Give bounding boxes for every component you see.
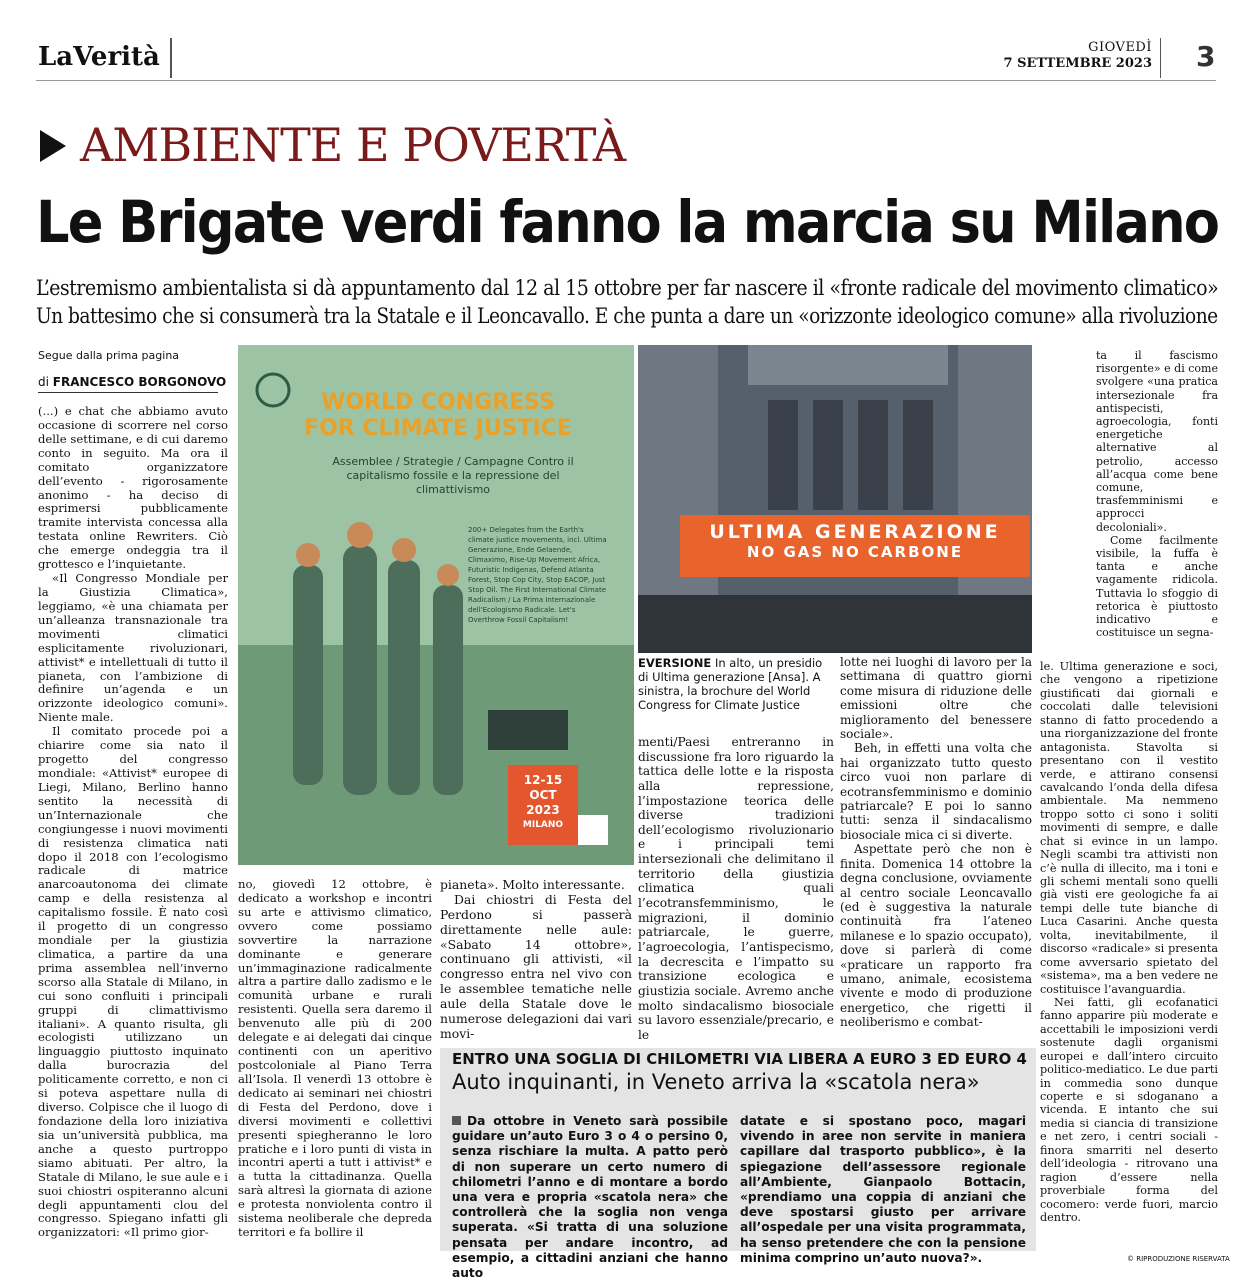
banner-line-2: NO GAS NO CARBONE xyxy=(746,543,964,561)
article-column-5-bottom xyxy=(1040,660,1218,1224)
brochure-title-line-2: FOR CLIMATE JUSTICE xyxy=(304,416,572,441)
box-kicker: ENTRO UNA SOGLIA DI CHILOMETRI VIA LIBERA A EURO 3 ED EURO 4 xyxy=(452,1050,1027,1068)
paragraph: menti/Paesi entreranno in discussione fra loro riguardo la tattica delle lotte e la risposta alla repressione, l’impostazione teorica delle diverse tradizioni dell’ecologismo rivoluzionario e i principali temi intersezionali che delimitano il territorio della giustizia climatica quali l’ecotransfemminismo, le migrazioni, il dominio patriarcale, le guerre, l’agroecologia, l’antispecismo, la decrescita e l’impatto su transizione ecologica e giustizia sociale. Avremo anche molto sindacalismo biosociale su lavoro essenziale/precario, e le xyxy=(638,735,834,1042)
box-column-1 xyxy=(452,1114,728,1281)
paragraph: Il comitato procede poi a chiarire come sia nato il progetto del congresso mondiale: «Attivist* europee di Liegi, Milano, Berlino hanno sentito la necessità di un’Internazionale che congiungesse i nuovi movimenti di resistenza climatica nati dopo il 2018 con l’ecologismo radicale di matrice anarcoautonoma dei climate camp e della resistenza al capitalismo fossile. È nato così il progetto di un congresso mondiale per la giustizia climatica, a partire da una prima assemblea nell’inverno scorso alla Statale di Milano, in cui sono confluiti i principali gruppi di climattivismo italiani». A quanto risulta, gli ecologisti utilizzano un linguaggio piuttosto inquinato dalla burocrazia del politicamente corretto, e non ci si poteva aspettare nulla di diverso. Colpisce che il luogo di fondazione della loro iniziativa sia un’università pubblica, ma anche a questo purtroppo siamo abituati. Per altro, la Statale di Milano, le sue aule e i suoi chiostri ospiteranno alcuni degli appuntamenti clou del congresso. Spiegano infatti gli organizzatori: «Il primo gior- xyxy=(38,724,228,1240)
masthead-divider xyxy=(170,38,172,78)
continued-from-front: Segue dalla prima pagina xyxy=(38,349,180,362)
subheadline-2: Un battesimo che si consumerà tra la Statale e il Leoncavallo. E che punta a dare un «orizzonte ideologico comune» alla rivoluzione xyxy=(36,304,1218,328)
paragraph: (...) e chat che abbiamo avuto occasione di scorrere nel corso delle settimane, e di cui daremo conto in seguito. Ma ora il comitato organizzatore dell’evento - rigorosamente anonimo - ha deciso di esprimersi pubblicamente tramite intervista concessa alla testata online Rewriters. Ciò che emerge ondeggia tra il grottesco e l’inquietante. xyxy=(38,404,228,572)
article-column-4 xyxy=(840,655,1032,1030)
subheadline-1: L’estremismo ambientalista si dà appuntamento dal 12 al 15 ottobre per far nascere il «fronte radicale del movimento climatico» xyxy=(36,276,1219,300)
paragraph: Beh, in effetti una volta che hai organizzato tutto questo circo vuoi non parlare di ecotransfemminismo e dominio patriarcale? E poi lo sanno tutti: senza il sindacalismo biosociale mica ci si diverte. xyxy=(840,741,1032,842)
date-divider xyxy=(1160,38,1161,78)
issue-day: GIOVEDÌ xyxy=(1088,40,1152,55)
paragraph: no, giovedì 12 ottobre, è dedicato a workshop e incontri su arte e attivismo climatico, ovvero come possiamo sovvertire la narrazione dominante e generare un’immaginazione radicalmente altra a partire dallo zadismo e le comunità urbane e rurali resistenti. Quella sera daremo il benvenuto alle più di 200 delegate e ai delegati dai cinque continenti con un aperitivo postcoloniale al Piano Terra all’Isola. Il venerdì 13 ottobre è dedicato ai seminari nei chiostri di Festa del Perdono, dove i diversi movimenti e collettivi presenti spiegheranno le loro pratiche e i loro punti di vista in incontri aperti a tutt i attivist* e a tutta la cittadinanza. Quella sarà altresì la giornata di azione e protesta nonviolenta contro il sistema neoliberale che depreda territori e fa bollire il xyxy=(238,877,432,1240)
masthead-rule xyxy=(36,80,1216,81)
box-column-2 xyxy=(740,1114,1026,1266)
brochure-date-year: 2023 xyxy=(526,803,560,817)
protest-photo-graphic xyxy=(638,345,1032,653)
section-arrow-icon xyxy=(40,130,66,162)
protest-photo xyxy=(638,345,1032,653)
photo-caption xyxy=(638,656,834,712)
headline: Le Brigate verdi fanno la marcia su Milano xyxy=(36,188,1219,256)
brochure-date-month: OCT xyxy=(529,788,557,802)
article-column-1 xyxy=(38,405,228,1240)
paragraph: ta il fascismo risorgente» e di come svolgere «una pratica intersezionale fra antispecisti, agroecologia, fonti energetiche alternative al petrolio, accesso all’acqua come bene comune, trasfemminismi e approcci decoloniali». xyxy=(1096,349,1218,534)
copyright-notice: © RIPRODUZIONE RISERVATA xyxy=(1127,1255,1230,1263)
paragraph: «Il Congresso Mondiale per la Giustizia Climatica», leggiamo, «è una chiamata per un’alleanza transnazionale tra movimenti climatici esplicitamente rivoluzionari, attivist* e intellettuali di tutto il pianeta, con l’ambizione di definire un’agenda e un orizzonte ideologico comuni». Niente male. xyxy=(38,571,228,725)
protest-banner xyxy=(680,515,1030,577)
caption-label: EVERSIONE xyxy=(638,656,712,670)
article-column-3b xyxy=(638,735,834,1042)
issue-date: 7 SETTEMBRE 2023 xyxy=(1003,56,1152,71)
brochure-subtitle: Assemblee / Strategie / Campagne Contro il capitalismo fossile e la repressione del climattivismo xyxy=(332,455,574,496)
paragraph: pianeta». Molto interessante. xyxy=(440,877,625,892)
article-column-5-top xyxy=(1096,349,1218,639)
masthead-logo xyxy=(38,42,160,72)
page-number: 3 xyxy=(1196,40,1216,73)
logo-la: La xyxy=(38,42,74,72)
paragraph: Nei fatti, gli ecofanatici fanno apparire più moderate e accettabili le imposizioni verdi sostenute dagli organismi europei e dall’intero circuito politico-mediatico. Le due parti in commedia sono dunque coperte e si sdoganano a vicenda. E intanto che sui media si ciancia di transizione e net zero, i centri sociali - finora smarriti nel deserto dell’ideologia - ritrovano una ragion d’essere nella proverbiale forma del cocomero: verde fuori, marcio dentro. xyxy=(1040,995,1218,1224)
brochure-city: MILANO xyxy=(522,820,564,830)
author-name: FRANCESCO BORGONOVO xyxy=(52,375,227,389)
brochure-image xyxy=(238,345,634,865)
byline-di: di xyxy=(38,375,49,389)
box-title: Auto inquinanti, in Veneto arriva la «scatola nera» xyxy=(452,1070,980,1094)
paragraph: Come facilmente visibile, la fuffa è tanta e anche vagamente ridicola. Tuttavia lo sfoggio di retorica è piuttosto indicativo e costituisce un segna- xyxy=(1096,533,1218,640)
brochure-date-days: 12-15 xyxy=(523,773,563,787)
box-text-1: Da ottobre in Veneto sarà possibile guidare un’auto Euro 3 o 4 o persino 0, senza rischiare la multa. A patto però di non superare un certo numero di chilometri l’anno e di montare a bordo una vera e propria «scatola nera» che controllerà che la soglia non venga superata. «Si tratta di una soluzione pensata per andare incontro, ad esempio, a cittadini anziani che hanno auto xyxy=(452,1114,728,1281)
brochure-title-line-1: WORLD CONGRESS xyxy=(321,390,555,415)
section-label: AMBIENTE E POVERTÀ xyxy=(80,118,626,172)
brochure-delegates: 200+ Delegates from the Earth's climate justice movements, incl. Ultima Generazione, Ende Gelaende, Climaximo, Rise-Up Movement Africa, Futuristic Indigenas, Defend Atlanta Forest, Stop Cop City, Stop EACOP, Just Stop Oil. The First International Climate Radicalism / La Prima Internazionale dell'Ecologismo Radicale. Let's Overthrow Fossil Capitalism! xyxy=(468,526,607,624)
banner-line-1: ULTIMA GENERAZIONE xyxy=(709,521,1001,543)
article-column-3 xyxy=(440,878,632,1042)
byline-rule xyxy=(38,392,218,393)
paragraph: Aspettate però che non è finita. Domenica 14 ottobre la degna conclusione, ovviamente al centro sociale Leoncavallo (ed è suggestiva la naturale continuità fra l’ateneo milanese e lo spazio occupato), dove si parlerà di come «praticare un rapporto fra umano, animale, ecosistema vivente e modo di produzione energetico, che rigetti il neoliberismo e combat- xyxy=(840,842,1032,1030)
paragraph: lotte nei luoghi di lavoro per la settimana di quattro giorni come misura di riduzione delle emissioni oltre che miglioramento del benessere sociale». xyxy=(840,655,1032,742)
article-column-2 xyxy=(238,878,432,1240)
brochure-title xyxy=(278,390,598,442)
paragraph: le. Ultima generazione e soci, che vengono a ripetizione giustificati dai giornali e coccolati dalle televisioni stanno di fatto procedendo a una riorganizzazione del fronte antagonista. Stavolta si presentano con il vestito verde, e attirano consensi cavalcando l’onda della difesa ambientale. Ma nemmeno troppo sotto ci sono i soliti movimenti di sempre, e dalle chat si evince in un lampo. Negli scambi tra attivisti non c’è nulla di illecito, ma i toni e gli schemi mentali sono quelli già visti ere geologiche fa ai tempi delle tute bianche di Luca Casarini. Anche questa volta, inevitabilmente, il discorso «radicale» si presenta come avversario spietato del «sistema», ma a ben vedere ne costituisce l’avanguardia. xyxy=(1040,660,1218,996)
caption-text: In alto, un presidio di Ultima generazione [Ansa]. A sinistra, la brochure del World Congress for Climate Justice xyxy=(638,656,823,712)
brochure-date-badge xyxy=(508,765,578,845)
box-bullet-icon xyxy=(452,1116,461,1125)
box-text-2: datate e si spostano poco, magari vivendo in aree non servite in maniera capillare dal trasporto pubblico», è la spiegazione dell’assessore regionale all’Ambiente, Gianpaolo Bottacin, «prendiamo una coppia di anziani che deve spostarsi giusto per arrivare all’ospedale per una visita programmata, ha senso pretendere che con la pensione minima comprino un’auto nuova?». xyxy=(740,1114,1026,1265)
paragraph: Dai chiostri di Festa del Perdono si passerà direttamente nelle aule: «Sabato 14 ottobre», continuano gli attivisti, «il congresso entra nel vivo con le assemblee tematiche nelle aule della Statale dove le numerose delegazioni dai vari movi- xyxy=(440,891,632,1041)
logo-verita: Verità xyxy=(73,42,160,72)
byline xyxy=(38,375,226,389)
